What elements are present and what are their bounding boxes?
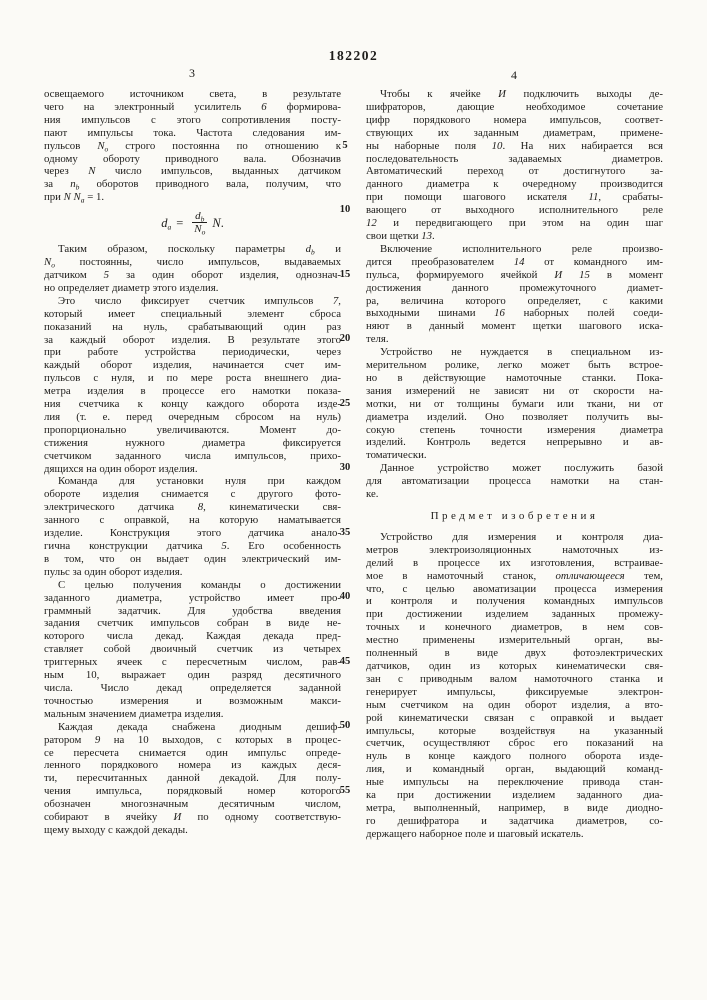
text-line: полненный в виде двух фотоэлектрических <box>366 647 663 660</box>
text-line: датчиков, один из которых кинематически свя- <box>366 659 663 672</box>
text-line: Это число фиксирует счетчик импульсов 7, <box>58 294 341 307</box>
text-line: изделий. Контроль ведется непрерывно и ав- <box>366 436 663 449</box>
text-line: ти, пересчитанных данной декадой. Для полу- <box>44 772 341 785</box>
text-line: что, с целью авоматизации процесса измерения <box>366 582 663 595</box>
text-line: пульсов $N_o$ строго постоянна по отношению к <box>44 139 341 154</box>
text-line: изделие. Конструкция этого датчика анало- <box>44 527 341 540</box>
text-line: лия (т. е. перед очередным сбросом на нуль) <box>44 410 341 423</box>
text-line: Каждая декада снабжена диодным дешиф- <box>58 720 341 733</box>
text-line: электрического датчика 8, кинематически свя- <box>44 501 341 514</box>
text-line: заданного диаметра, устройство имеет про- <box>44 591 341 604</box>
text-line: освещаемого источником света, в результате <box>44 88 341 100</box>
text-line: дящихся на один оборот изделия. <box>44 462 198 475</box>
text-line: сокую степень точности измерения диаметра <box>366 423 663 436</box>
text-line: метра изделия в процессе его намотки показа- <box>44 385 341 398</box>
paragraph <box>44 88 341 204</box>
text-line: Команда для установки нуля при каждом <box>58 475 341 488</box>
text-line: но определяет диаметр этого изделия. <box>44 281 219 294</box>
paragraph <box>366 531 663 841</box>
right-column-page-number: 4 <box>511 68 517 82</box>
line-number: 10 <box>339 204 351 216</box>
text-line: томатически. <box>366 449 427 462</box>
text-line: держащего наборное поле и шаговый искатель. <box>366 827 584 840</box>
line-number: 20 <box>339 333 351 345</box>
text-line: через N число импульсов, выданных датчиком <box>44 165 341 178</box>
text-line: го дешифратора и задатчика диаметров, со- <box>366 814 663 827</box>
text-line: Включение исполнительного реле произво- <box>380 242 663 255</box>
text-line: Чтобы к ячейке И подключить выходы де- <box>380 88 663 100</box>
text-line: няют в данный момент щетки шагового иска- <box>366 320 663 333</box>
text-line: триггерных ячеек с пересчетным числом, рав- <box>44 656 341 669</box>
text-line: ным 10, выражает один разряд десятичного <box>44 669 341 682</box>
text-line: данного диаметра к очередному производится <box>366 178 663 191</box>
text-line: занного с оправкой, на которую наматывается <box>44 514 341 527</box>
text-line: обороте изделия снимается с другого фото- <box>44 488 341 501</box>
fraction <box>191 210 208 236</box>
text-line: в том, что он выдает один электрический им- <box>44 552 341 565</box>
text-line: метра, выполненный, например, в виде диодно- <box>366 801 663 814</box>
text-line: граммный задатчик. Для удобства введения <box>44 604 341 617</box>
text-line: щему выходу с каждой декады. <box>44 823 188 836</box>
line-number: 35 <box>339 526 351 538</box>
patent-number: 182202 <box>328 48 379 63</box>
text-line: пропорционально увеличиваются. Момент до- <box>44 423 341 436</box>
equals-sign: = <box>176 215 184 230</box>
text-line: датчиком 5 за один оборот изделия, однознач- <box>44 268 341 281</box>
text-line: ленного порядкового номера из каждых деся- <box>44 759 341 772</box>
text-line: который имеет специальный элемент сброса <box>44 307 341 320</box>
text-line: и контроля и получения командных импульсов <box>366 595 663 608</box>
text-line: пульса, формируемого ячейкой И 15 в момент <box>366 268 663 281</box>
text-line: при помощи шагового искателя 11, срабаты- <box>366 191 663 204</box>
line-number: 5 <box>342 139 348 151</box>
text-line: каждый оборот изделия, начинается счет им- <box>44 359 341 372</box>
line-number: 50 <box>339 720 351 732</box>
text-line: мое в намоточный станок, отличающееся тем, <box>366 569 663 582</box>
text-line: мальным значением диаметра изделия. <box>44 707 224 720</box>
text-line: счетчиком заданного числа импульсов, прихо- <box>44 449 341 462</box>
text-line: цифр порядкового номера импульсов, соответ- <box>366 113 663 126</box>
paragraph <box>366 462 663 501</box>
text-line: дится преобразователем 14 от командного им- <box>366 255 663 268</box>
line-number: 40 <box>339 591 351 603</box>
text-line: се пересчета снимается один импульс опреде- <box>44 746 341 759</box>
text-line: ставляет собой двоичный счетчик из четырех <box>44 643 341 656</box>
formula-lhs: $d_a$ <box>161 215 172 232</box>
line-number: 15 <box>339 268 351 280</box>
text-line: за $n_b$ оборотов приводного вала, получим, что <box>44 178 341 192</box>
text-line: рой кинематически связан с оправкой и выдает <box>366 711 663 724</box>
text-line: Таким образом, поскольку параметры $d_b$ и <box>58 243 341 257</box>
text-line: ным счетчиком на один оборот изделия, а вто- <box>366 698 663 711</box>
text-line: ке. <box>366 488 379 501</box>
text-line: при работе устройства периодически, через <box>44 346 341 359</box>
text-line: которого числа декад. Каждая декада пред- <box>44 630 341 643</box>
section-heading: Предмет изобретения <box>430 510 599 522</box>
text-line: счетчик, осуществляют сброс его показаний на <box>366 737 663 750</box>
text-line: ратором 9 на 10 выходов, с которых в процес- <box>44 733 341 746</box>
text-line: обозначен многозначным десятичным числом, <box>44 798 341 811</box>
text-line: метров электроизоляционных намоточных из- <box>366 543 663 556</box>
text-line: для автоматизации процесса намотки на стан- <box>366 475 663 488</box>
paragraph <box>44 721 341 837</box>
text-line: С целью получения команды о достижении <box>58 578 341 591</box>
text-line: диаметра изделий. Оно позволяет получить вы- <box>366 410 663 423</box>
line-number: 25 <box>339 397 351 409</box>
text-line: достижения данного промежуточного диамет- <box>366 281 663 294</box>
right-text-column <box>366 88 663 841</box>
text-line: теля. <box>366 333 389 346</box>
text-line: лия, и командный орган, выдающий команд- <box>366 763 663 776</box>
paragraph <box>44 579 341 721</box>
text-line: но в действующие намоточные станки. Пока- <box>366 371 663 384</box>
text-line: Устройство для измерения и контроля диа- <box>380 530 663 543</box>
text-line: делий в процессе их изготовления, встраивае- <box>366 556 663 569</box>
left-text-column <box>44 88 341 837</box>
text-line: импульсы, которые воздействуя на указанный <box>366 724 663 737</box>
text-line: выходными шинами 16 наборных полей соеди- <box>366 307 663 320</box>
text-line: точных и конечного диаметров, в нем сов- <box>366 621 663 634</box>
text-line: Устройство не нуждается в специальном из- <box>380 346 663 359</box>
text-line: задания счетчик импульсов собран в виде не- <box>44 617 341 630</box>
text-line: Данное устройство может послужить базой <box>380 462 663 475</box>
paragraph <box>44 295 341 476</box>
text-line: свои щетки 13. <box>366 229 435 242</box>
text-line: зан с приводным валом намоточного станка и <box>366 672 663 685</box>
text-line: при N $N_a = 1$. <box>44 191 105 205</box>
text-line: мотки, ни от толщины бумаги или ткани, ни от <box>366 397 663 410</box>
text-line: ка при достижении изделием заданного диа- <box>366 789 663 802</box>
text-line: числа. Число декад определяется заданной <box>44 681 341 694</box>
text-line: местно применены измерительный орган, вы- <box>366 634 663 647</box>
text-line: ствующих их заданным диаметрам, примене- <box>366 126 663 139</box>
text-line: ны наборные поля 10. На них набирается вся <box>366 139 663 152</box>
text-line: Автоматический переход от достигнутого за- <box>366 165 663 178</box>
text-line: одному обороту приводного вала. Обозначив <box>44 152 341 165</box>
text-line: нуль в конце каждого полного оборота изде- <box>366 750 663 763</box>
line-number: 55 <box>339 784 351 796</box>
text-line: 12 и передвигающего при этом на один шаг <box>366 217 663 230</box>
formula-rhs: N. <box>212 215 224 230</box>
text-line: за каждый оборот изделия. В результате этого <box>44 333 341 346</box>
text-line: точностью измерения и возможным макси- <box>44 694 341 707</box>
text-line: мерительном ролике, легко может быть встрое- <box>366 359 663 372</box>
text-line: пульс за один оборот изделия. <box>44 565 183 578</box>
text-line: ния импульсов с этого сопротивления посту- <box>44 113 341 126</box>
line-number: 30 <box>339 462 351 474</box>
formula <box>44 209 341 237</box>
text-line: стижения нужного диаметра фиксируется <box>44 436 341 449</box>
line-number: 45 <box>339 655 351 667</box>
text-line: ра, величина которого определяет, с какими <box>366 294 663 307</box>
text-line: чения импульса, порядковый номер которого <box>44 785 341 798</box>
text-line: зания измерений не зависят ни от скорости на- <box>366 384 663 397</box>
text-line: при достижении изделием заданных промежу- <box>366 608 663 621</box>
text-line: вающего от выходного исполнительного реле <box>366 204 663 217</box>
text-line: гична конструкции датчика 5. Его особенность <box>44 540 341 552</box>
text-line: генерирует импульсы, фиксируемые электрон- <box>366 685 663 698</box>
fraction-denominator: $N_o$ <box>194 223 206 237</box>
paragraph <box>44 243 341 295</box>
paragraph <box>366 88 663 243</box>
text-line: чего на электронный усилитель 6 формирова- <box>44 100 341 113</box>
text-line: последовательность задаваемых диаметров. <box>366 152 663 165</box>
fraction-numerator: $d_b$ <box>192 210 207 223</box>
left-column-page-number: 3 <box>189 66 195 80</box>
text-line: шифраторов, дающие необходимое сочетание <box>366 100 663 113</box>
text-line: ния счетчика к концу каждого оборота изде- <box>44 398 341 411</box>
text-line: пают импульсы тока. Частота следования им- <box>44 126 341 139</box>
text-line: $N_o$ постоянны, число импульсов, выдаваемых <box>44 256 341 270</box>
paragraph <box>44 475 341 578</box>
text-line: показаний на нуль, срабатывающий один раз <box>44 320 341 333</box>
text-line: ные импульсы на переключение привода стан- <box>366 776 663 789</box>
paragraph <box>366 346 663 462</box>
text-line: собирают в ячейку И по одному соответствую- <box>44 811 341 824</box>
paragraph <box>366 243 663 346</box>
text-line: пульсов с нуля, и по мере роста внешнего диа- <box>44 372 341 385</box>
